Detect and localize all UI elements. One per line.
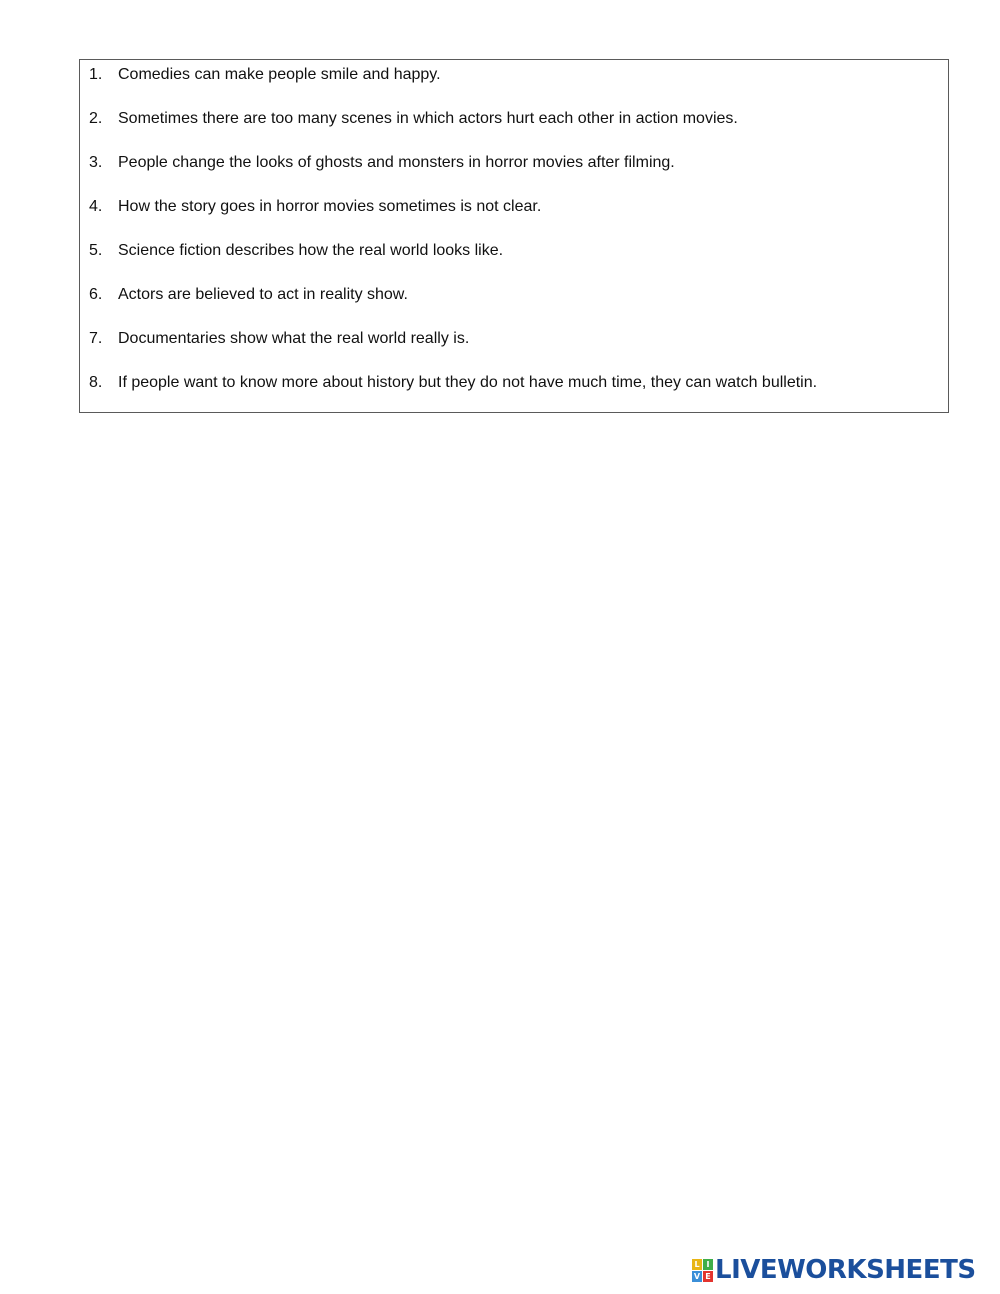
statement-text: Sometimes there are too many scenes in which actors hurt each other in action movies. — [118, 110, 738, 127]
logo-mark-icon — [692, 1259, 713, 1282]
statement-item — [89, 151, 675, 175]
statement-text: People change the looks of ghosts and monsters in horror movies after filming. — [118, 154, 675, 171]
statement-number: 5. — [89, 242, 103, 259]
statement-item — [89, 283, 408, 307]
statement-number: 7. — [89, 330, 103, 347]
logo-text: LIVEWORKSHEETS — [715, 1255, 976, 1285]
statement-number: 3. — [89, 154, 103, 171]
statement-number: 4. — [89, 198, 103, 215]
liveworksheets-logo — [692, 1256, 976, 1284]
statement-item — [89, 239, 503, 263]
statement-text: How the story goes in horror movies sometimes is not clear. — [118, 198, 542, 215]
statement-item — [89, 195, 541, 219]
statement-text: Science fiction describes how the real world looks like. — [118, 242, 504, 259]
logo-mark-cell: L — [692, 1259, 702, 1270]
statement-item — [89, 63, 441, 87]
statement-text: Actors are believed to act in reality show. — [118, 286, 408, 303]
logo-mark-cell: V — [693, 1271, 701, 1281]
statement-text: Documentaries show what the real world really is. — [118, 330, 470, 347]
statement-text: Comedies can make people smile and happy. — [118, 66, 441, 83]
logo-mark-cell: E — [703, 1271, 713, 1282]
statement-number: 6. — [89, 286, 103, 303]
statement-item — [89, 371, 817, 395]
logo-mark-cell: I — [703, 1259, 713, 1270]
statement-number: 8. — [89, 374, 103, 391]
statement-text: If people want to know more about history but they do not have much time, they can watch bulletin. — [118, 374, 818, 391]
statement-number: 1. — [89, 66, 103, 83]
statement-item — [89, 327, 469, 351]
statement-item — [89, 107, 738, 131]
statements-box — [79, 59, 949, 413]
statement-number: 2. — [89, 110, 103, 127]
